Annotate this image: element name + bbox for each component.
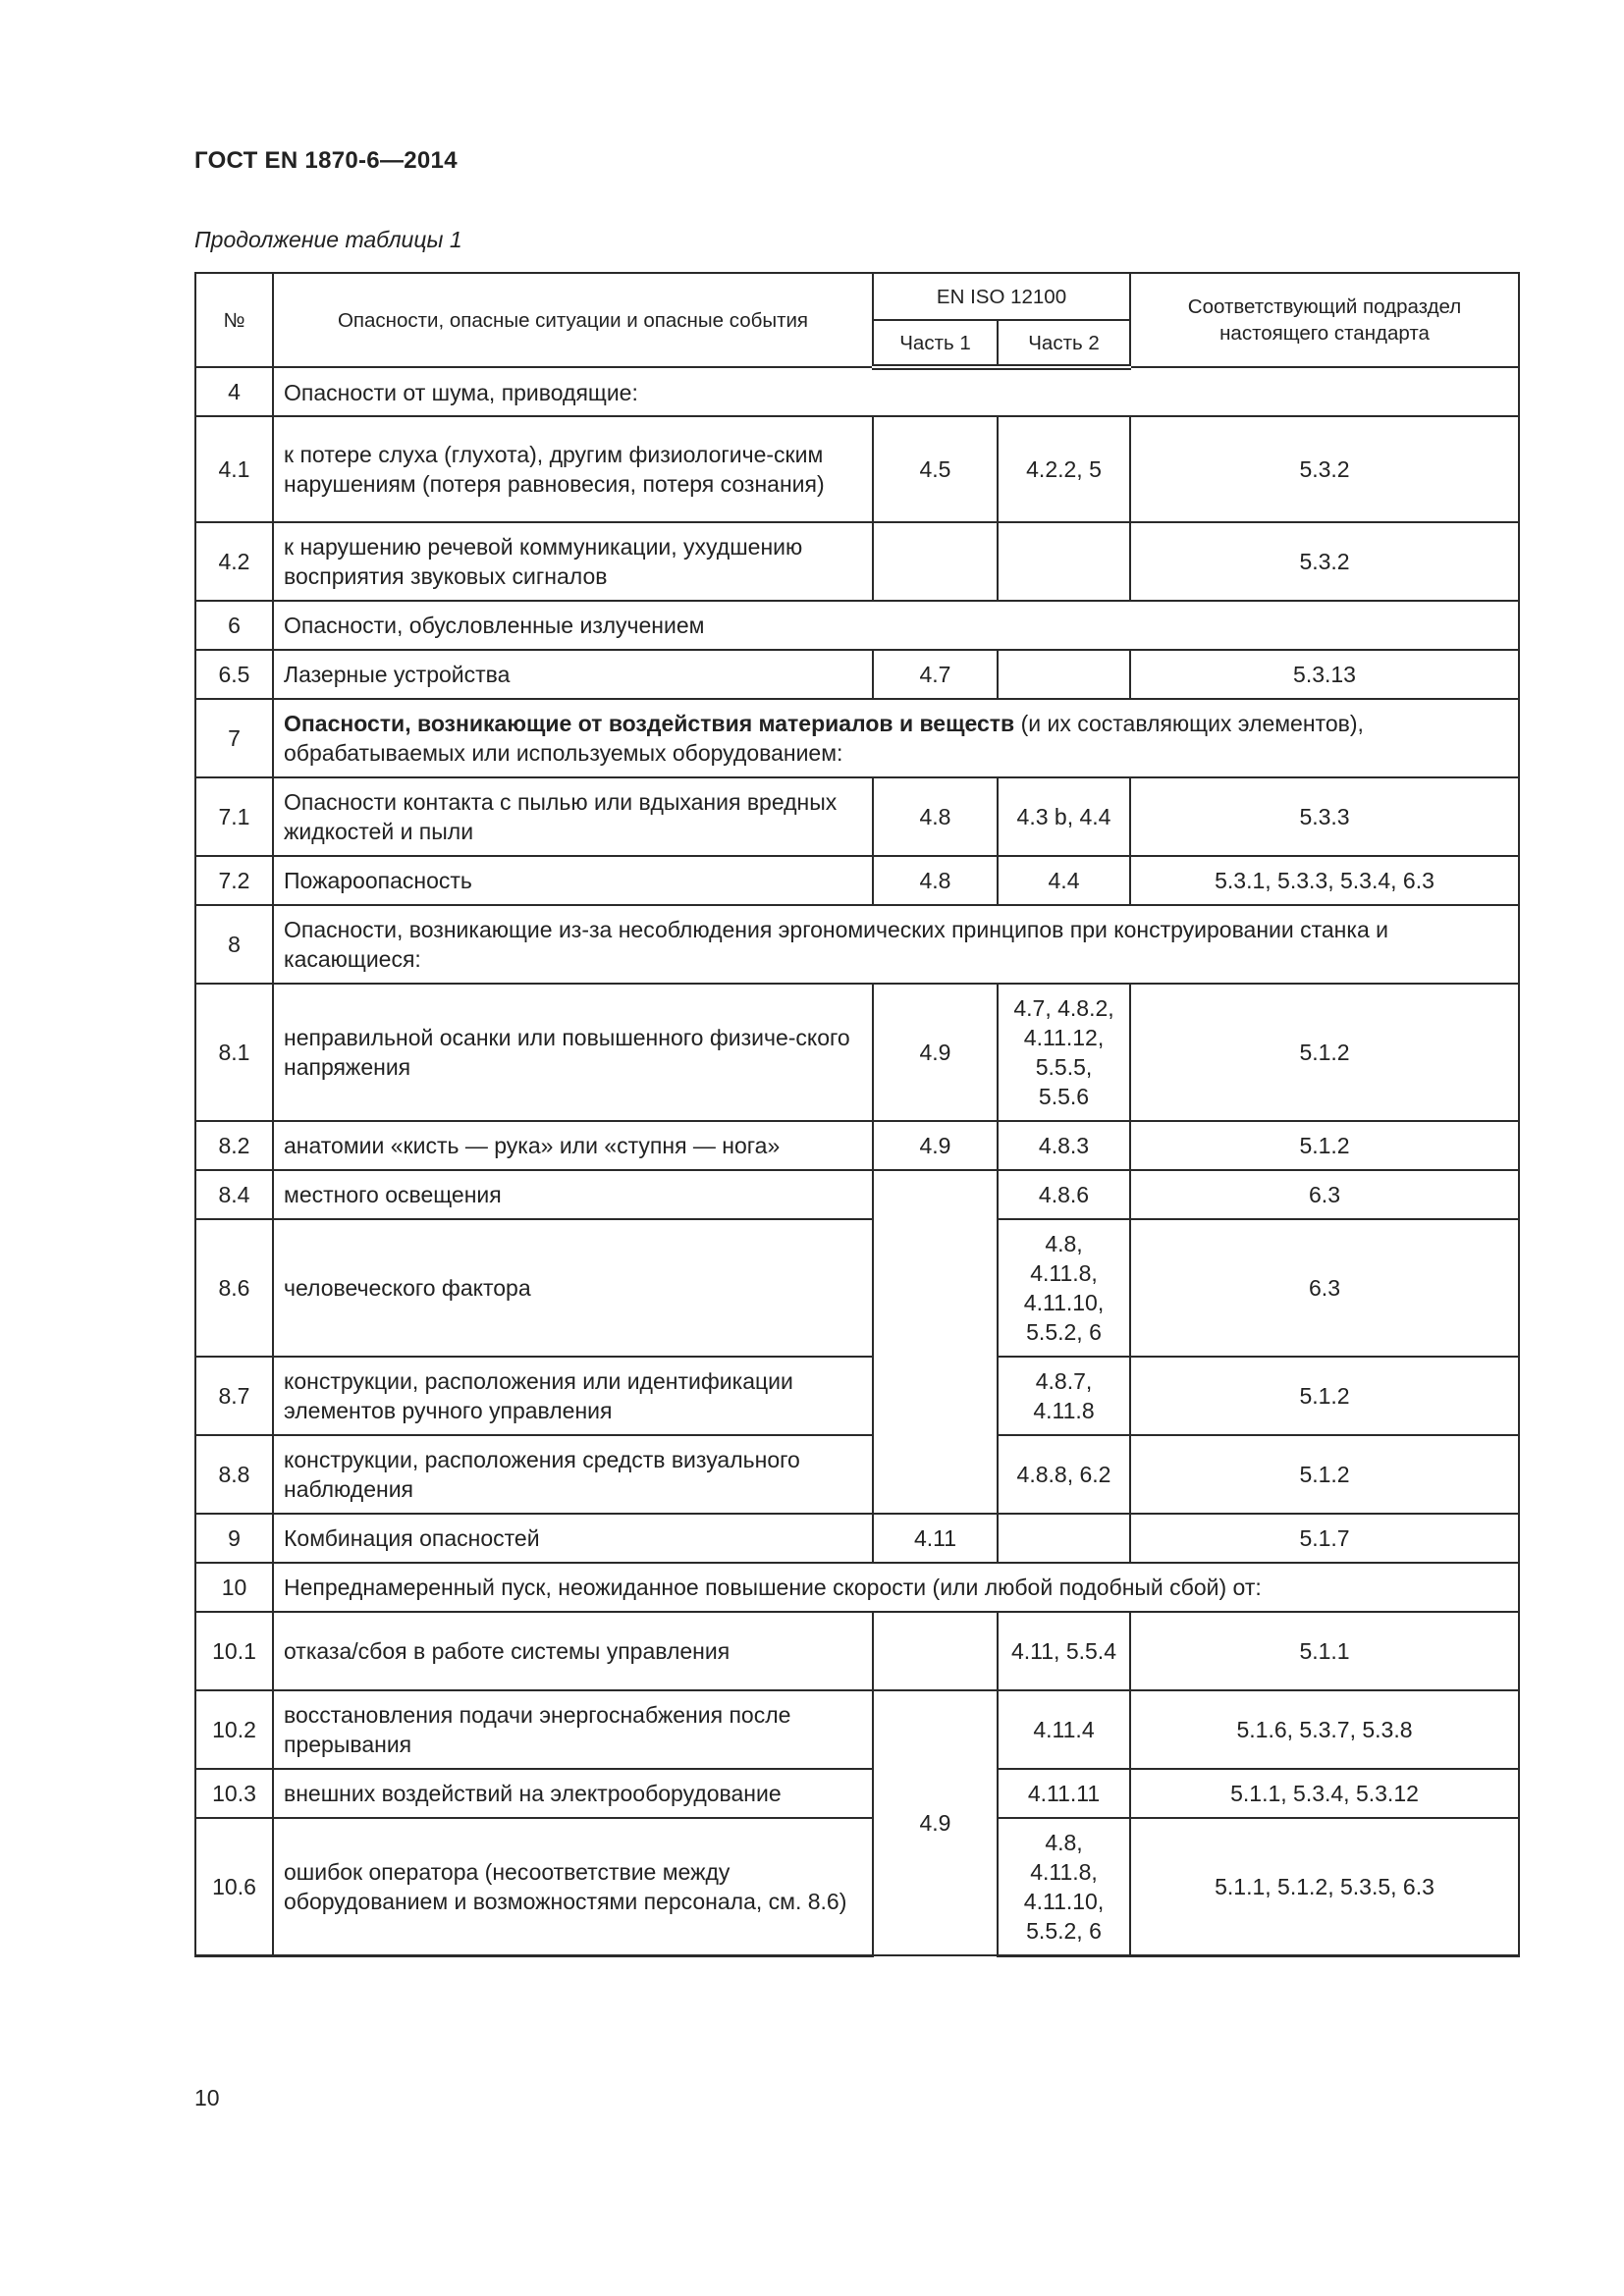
row-desc: анатомии «кисть — рука» или «ступня — нога» (273, 1121, 873, 1170)
header-subsection: Соответствующий подраздел настоящего стандарта (1130, 273, 1519, 367)
row-desc: конструкции, расположения или идентификации элементов ручного управления (273, 1357, 873, 1435)
row-desc: Комбинация опасностей (273, 1514, 873, 1563)
row-part1 (873, 1170, 998, 1514)
row-subsection: 5.1.7 (1130, 1514, 1519, 1563)
header-part1: Часть 1 (873, 320, 998, 367)
row-part2: 4.11.4 (998, 1690, 1130, 1769)
row-num: 6.5 (195, 650, 273, 699)
row-subsection: 5.1.1, 5.1.2, 5.3.5, 6.3 (1130, 1818, 1519, 1955)
row-num: 8.8 (195, 1435, 273, 1514)
row-num: 8 (195, 905, 273, 984)
row-desc: восстановления подачи энергоснабжения после прерывания (273, 1690, 873, 1769)
row-part2: 4.11, 5.5.4 (998, 1612, 1130, 1690)
row-num: 9 (195, 1514, 273, 1563)
row-part2: 4.11.11 (998, 1769, 1130, 1818)
row-part2 (998, 1514, 1130, 1563)
row-subsection: 5.3.2 (1130, 416, 1519, 522)
row-part1 (873, 522, 998, 601)
table-row (195, 1219, 1519, 1357)
row-part1: 4.9 (873, 984, 998, 1121)
table-row (195, 1435, 1519, 1514)
row-part2 (998, 650, 1130, 699)
table-row (195, 601, 1519, 650)
table-row (195, 905, 1519, 984)
header-hazards: Опасности, опасные ситуации и опасные события (273, 273, 873, 367)
row-part2: 4.7, 4.8.2, 4.11.12, 5.5.5, 5.5.6 (998, 984, 1130, 1121)
table-row (195, 1121, 1519, 1170)
row-desc: Непреднамеренный пуск, неожиданное повышение скорости (или любой подобный сбой) от: (273, 1563, 1519, 1612)
row-subsection: 5.1.1, 5.3.4, 5.3.12 (1130, 1769, 1519, 1818)
table-row (195, 777, 1519, 856)
row-part2 (998, 522, 1130, 601)
row-desc-rest: (и их составляющих элементов), обрабатываемых или используемых оборудованием: (284, 711, 1364, 766)
row-num: 7 (195, 699, 273, 777)
table-caption: Продолжение таблицы 1 (194, 227, 462, 252)
row-part1: 4.11 (873, 1514, 998, 1563)
row-num: 4 (195, 367, 273, 416)
row-desc: человеческого фактора (273, 1219, 873, 1357)
hazards-table (194, 272, 1520, 1957)
row-num: 8.1 (195, 984, 273, 1121)
row-num: 10.3 (195, 1769, 273, 1818)
row-subsection: 5.1.2 (1130, 1357, 1519, 1435)
table-row (195, 416, 1519, 522)
row-part2: 4.2.2, 5 (998, 416, 1130, 522)
row-desc: к потере слуха (глухота), другим физиологиче-ским нарушениям (потеря равновесия, потеря сознания) (273, 416, 873, 522)
row-num: 8.4 (195, 1170, 273, 1219)
row-part2: 4.8.3 (998, 1121, 1130, 1170)
document-header: ГОСТ EN 1870-6—2014 (194, 147, 458, 174)
table-row (195, 1514, 1519, 1563)
row-num: 10 (195, 1563, 273, 1612)
row-desc: Пожароопасность (273, 856, 873, 905)
row-part2: 4.8, 4.11.8, 4.11.10, 5.5.2, 6 (998, 1818, 1130, 1955)
row-subsection: 5.1.2 (1130, 1435, 1519, 1514)
row-subsection: 5.3.1, 5.3.3, 5.3.4, 6.3 (1130, 856, 1519, 905)
row-desc: неправильной осанки или повышенного физиче-ского напряжения (273, 984, 873, 1121)
header-num: № (195, 273, 273, 367)
table-row (195, 1612, 1519, 1690)
row-desc: конструкции, расположения средств визуального наблюдения (273, 1435, 873, 1514)
row-desc-bold: Опасности, возникающие от воздействия материалов и веществ (284, 711, 1015, 736)
row-desc (273, 699, 1519, 777)
row-num: 8.2 (195, 1121, 273, 1170)
row-part1: 4.8 (873, 777, 998, 856)
row-subsection: 5.1.6, 5.3.7, 5.3.8 (1130, 1690, 1519, 1769)
row-desc: местного освещения (273, 1170, 873, 1219)
row-desc: Опасности, возникающие из-за несоблюдения эргономических принципов при конструировании станка и касающиеся: (273, 905, 1519, 984)
table-row (195, 522, 1519, 601)
row-desc: отказа/сбоя в работе системы управления (273, 1612, 873, 1690)
table-row (195, 367, 1519, 416)
row-desc: Опасности от шума, приводящие: (273, 367, 1519, 416)
row-part2: 4.8.7, 4.11.8 (998, 1357, 1130, 1435)
row-num: 7.2 (195, 856, 273, 905)
row-part1: 4.9 (873, 1690, 998, 1955)
row-part2: 4.8.6 (998, 1170, 1130, 1219)
row-subsection: 5.3.2 (1130, 522, 1519, 601)
row-num: 8.7 (195, 1357, 273, 1435)
header-part2: Часть 2 (998, 320, 1130, 367)
table-row (195, 1690, 1519, 1769)
row-subsection: 6.3 (1130, 1170, 1519, 1219)
table-row (195, 1769, 1519, 1818)
row-part1: 4.5 (873, 416, 998, 522)
row-subsection: 5.3.13 (1130, 650, 1519, 699)
row-part1 (873, 1612, 998, 1690)
row-part1: 4.8 (873, 856, 998, 905)
row-part1: 4.7 (873, 650, 998, 699)
row-subsection: 5.3.3 (1130, 777, 1519, 856)
page-number: 10 (194, 2085, 220, 2110)
row-num: 10.2 (195, 1690, 273, 1769)
row-desc: ошибок оператора (несоответствие между оборудованием и возможностями персонала, см. 8.6) (273, 1818, 873, 1955)
row-part1: 4.9 (873, 1121, 998, 1170)
row-num: 8.6 (195, 1219, 273, 1357)
row-num: 10.6 (195, 1818, 273, 1955)
row-subsection: 5.1.2 (1130, 1121, 1519, 1170)
row-part2: 4.3 b, 4.4 (998, 777, 1130, 856)
row-subsection: 5.1.1 (1130, 1612, 1519, 1690)
row-part2: 4.8.8, 6.2 (998, 1435, 1130, 1514)
row-desc: Лазерные устройства (273, 650, 873, 699)
row-num: 4.2 (195, 522, 273, 601)
row-desc: внешних воздействий на электрооборудование (273, 1769, 873, 1818)
table-row (195, 699, 1519, 777)
table-row (195, 1563, 1519, 1612)
row-subsection: 6.3 (1130, 1219, 1519, 1357)
row-num: 10.1 (195, 1612, 273, 1690)
table-row (195, 650, 1519, 699)
row-desc: Опасности контакта с пылью или вдыхания вредных жидкостей и пыли (273, 777, 873, 856)
row-part2: 4.4 (998, 856, 1130, 905)
row-num: 4.1 (195, 416, 273, 522)
row-desc: к нарушению речевой коммуникации, ухудшению восприятия звуковых сигналов (273, 522, 873, 601)
table-row (195, 1818, 1519, 1955)
table-row (195, 1170, 1519, 1219)
header-en-iso: EN ISO 12100 (873, 273, 1130, 320)
row-desc: Опасности, обусловленные излучением (273, 601, 1519, 650)
row-num: 6 (195, 601, 273, 650)
row-num: 7.1 (195, 777, 273, 856)
row-subsection: 5.1.2 (1130, 984, 1519, 1121)
table-row (195, 984, 1519, 1121)
table-row (195, 1357, 1519, 1435)
table-row (195, 856, 1519, 905)
row-part2: 4.8, 4.11.8, 4.11.10, 5.5.2, 6 (998, 1219, 1130, 1357)
